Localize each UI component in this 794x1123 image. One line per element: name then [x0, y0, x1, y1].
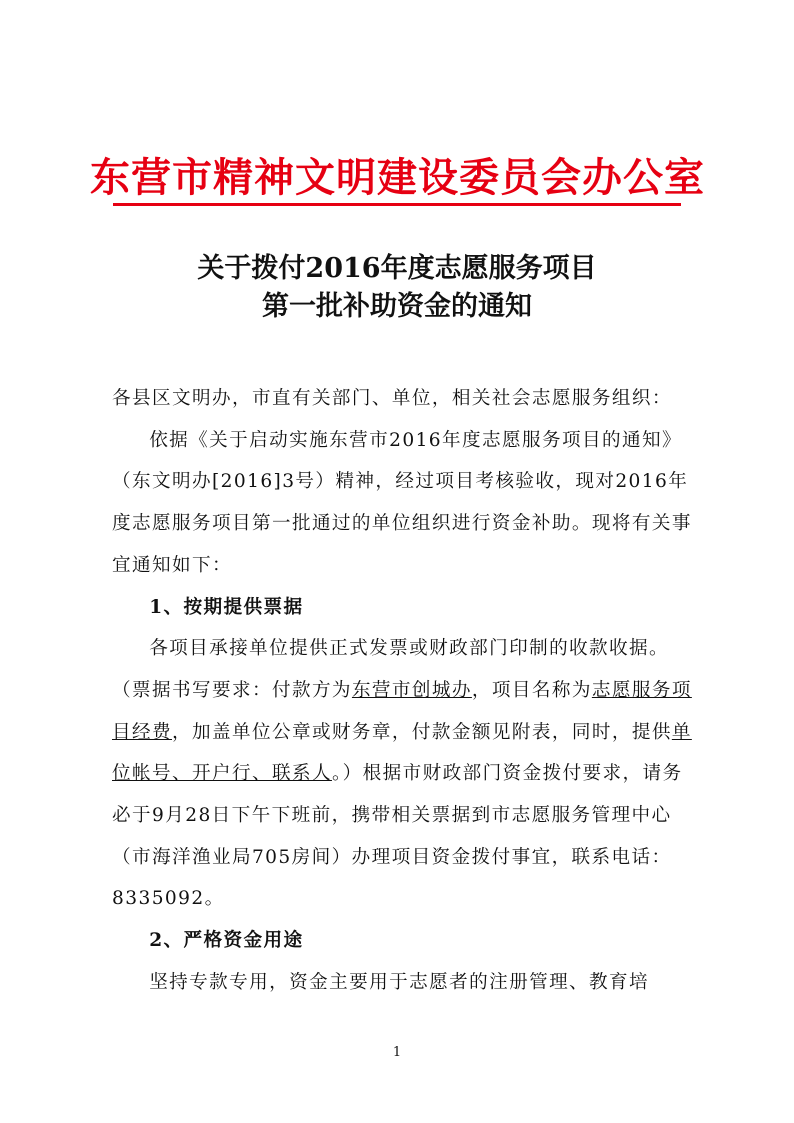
- bank-info-requirement: 单位帐号、开户行、联系人: [112, 721, 692, 785]
- issuing-organization-header: 东营市精神文明建设委员会办公室: [90, 154, 705, 201]
- red-header-rule: [113, 203, 681, 206]
- section-1-text-mid-1: ，项目名称为: [471, 679, 592, 701]
- document-body: [112, 378, 694, 1004]
- document-title: [90, 250, 704, 326]
- project-name: 志愿服务项目经费: [112, 679, 692, 743]
- section-1-text-end: 。）根据市财政部门资金拨付要求，请务必于9月28日下午下班前，携带相关票据到市志愿服务管理中心（市海洋渔业局705房间）办理项目资金拨付事宜，联系电话：8335092。: [112, 763, 683, 910]
- payer-name: 东营市创城办: [351, 679, 472, 701]
- section-2-paragraph: 坚持专款专用，资金主要用于志愿者的注册管理、教育培: [149, 971, 650, 993]
- section-2-heading: 2、严格资金用途: [149, 930, 304, 952]
- section-1-heading: 1、按期提供票据: [149, 596, 304, 618]
- intro-paragraph: 依据《关于启动实施东营市2016年度志愿服务项目的通知》（东文明办[2016]3号）精神，经过项目考核验收，现对2016年度志愿服务项目第一批通过的单位组织进行资金补助。现将有关事宜通知如下：: [112, 429, 692, 576]
- section-1-text-mid-2: ，加盖单位公章或财务章，付款金额见附表，同时，提供: [171, 721, 672, 743]
- section-1-paragraph: [112, 628, 694, 920]
- section-1-text-start: 各项目承接单位提供正式发票或财政部门印制的收款收据。（票据书写要求：付款方为: [112, 638, 670, 701]
- salutation: 各县区文明办，市直有关部门、单位，相关社会志愿服务组织：: [112, 388, 672, 409]
- document-title-line-2: 第一批补助资金的通知: [262, 291, 532, 322]
- document-title-line-1: 关于拨付2016年度志愿服务项目: [197, 253, 597, 284]
- page-number: 1: [392, 1045, 402, 1060]
